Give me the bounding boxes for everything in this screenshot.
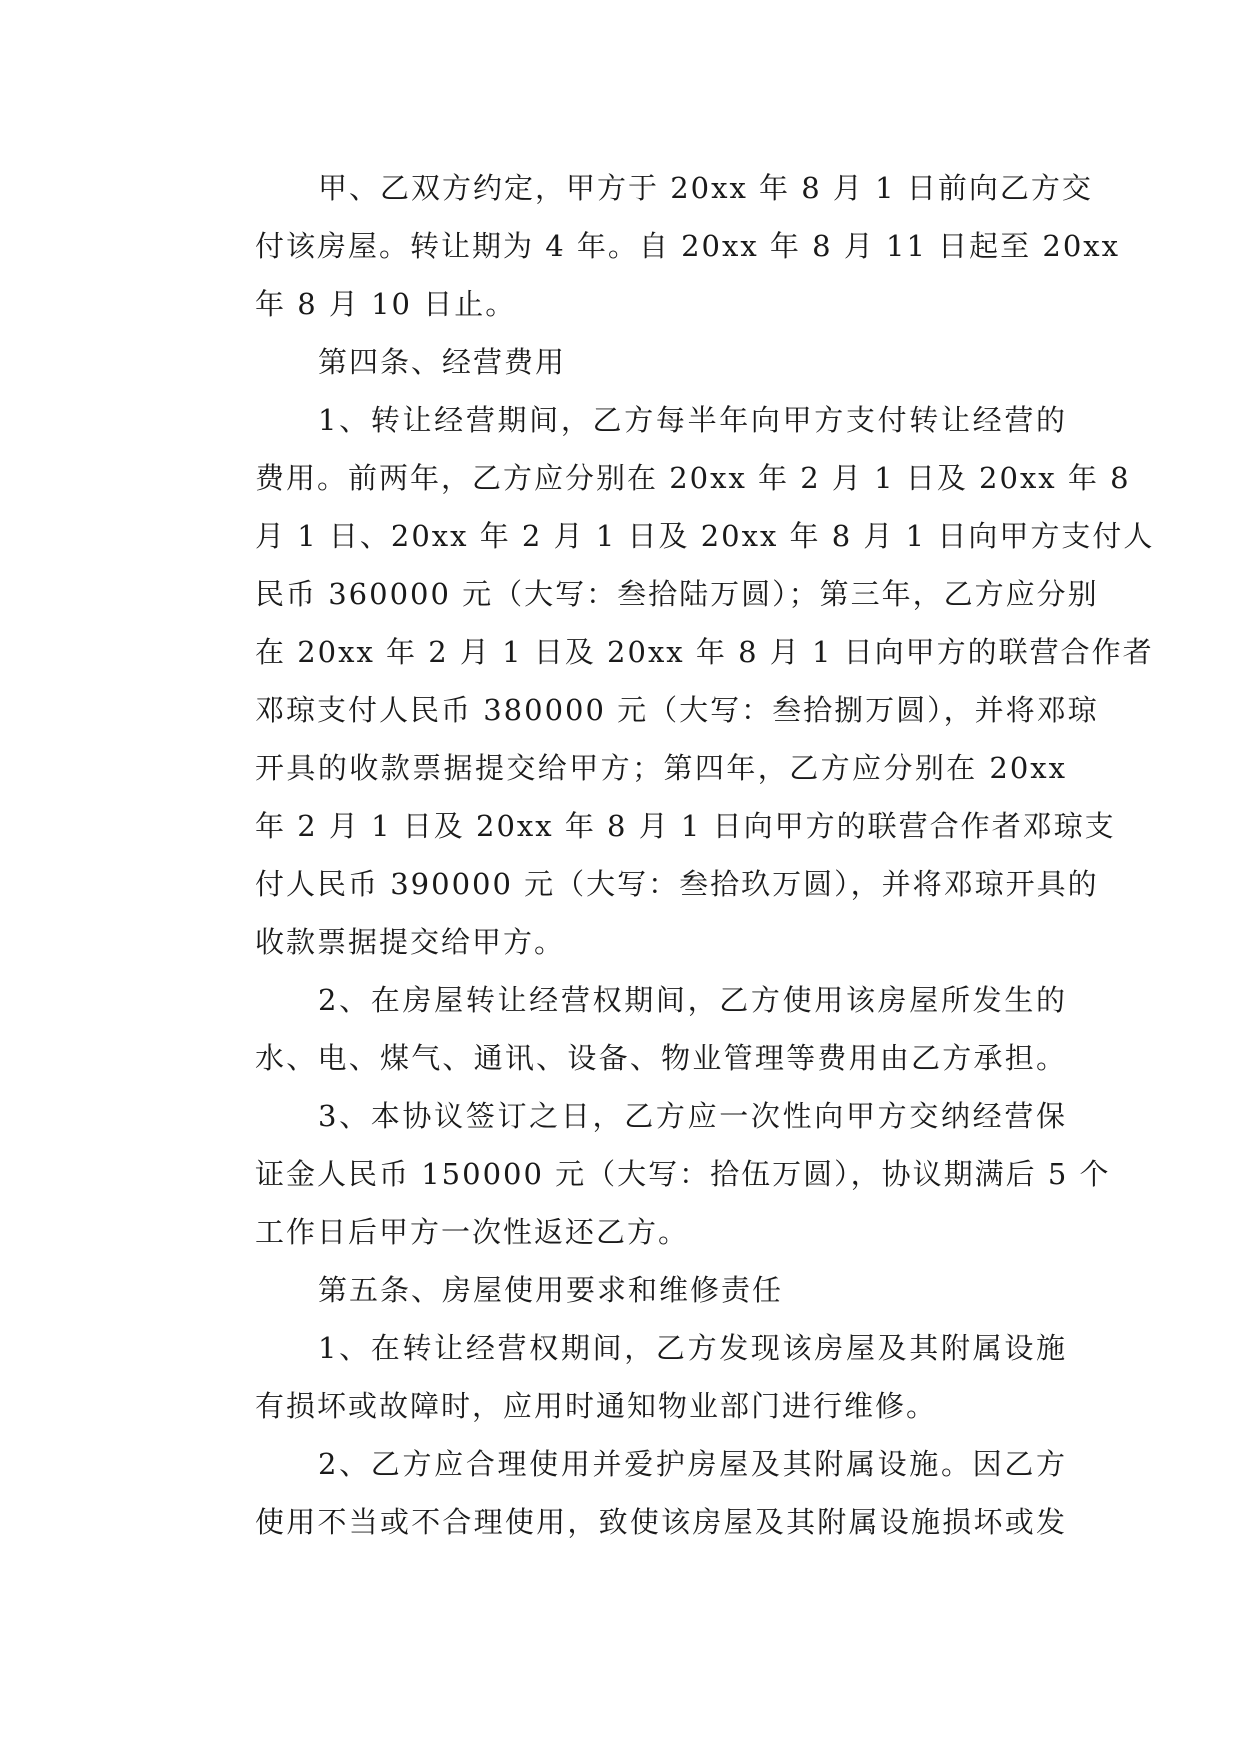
paragraph-article-4-item-3: [192, 1087, 1111, 1261]
text-line: 付该房屋。转让期为 4 年。自 20xx 年 8 月 11 日起至 20xx: [255, 229, 1120, 263]
text-line: 证金人民币 150000 元（大写：拾伍万圆），协议期满后 5 个: [255, 1157, 1111, 1191]
text-line: 开具的收款票据提交给甲方；第四年，乙方应分别在 20xx: [255, 751, 1067, 785]
text-line: 年 2 月 1 日及 20xx 年 8 月 1 日向甲方的联营合作者邓琼支: [255, 809, 1116, 843]
paragraph-article-5-item-1: [192, 1319, 1067, 1435]
text-line: 年 8 月 10 日止。: [255, 287, 517, 321]
text-line: 甲、乙双方约定，甲方于 20xx 年 8 月 1 日前向乙方交: [318, 171, 1093, 205]
section-heading-article-4: [192, 333, 1067, 391]
paragraph-article-4-item-2: [192, 971, 1067, 1087]
text-line: 1、在转让经营权期间，乙方发现该房屋及其附属设施: [318, 1331, 1067, 1365]
text-line: 使用不当或不合理使用，致使该房屋及其附属设施损坏或发: [255, 1505, 1067, 1539]
document-body: [192, 159, 1155, 1551]
text-line: 收款票据提交给甲方。: [255, 925, 566, 959]
paragraph-delivery-term: [192, 159, 1120, 333]
paragraph-article-4-item-1: [192, 391, 1155, 971]
text-line: 2、在房屋转让经营权期间，乙方使用该房屋所发生的: [318, 983, 1067, 1017]
text-line: 有损坏或故障时，应用时通知物业部门进行维修。: [255, 1389, 938, 1423]
section-heading: 第五条、房屋使用要求和维修责任: [318, 1273, 784, 1307]
text-line: 在 20xx 年 2 月 1 日及 20xx 年 8 月 1 日向甲方的联营合作者: [255, 635, 1154, 669]
section-heading: 第四条、经营费用: [318, 345, 567, 379]
text-line: 3、本协议签订之日，乙方应一次性向甲方交纳经营保: [318, 1099, 1067, 1133]
text-line: 2、乙方应合理使用并爱护房屋及其附属设施。因乙方: [318, 1447, 1067, 1481]
text-line: 1、转让经营期间，乙方每半年向甲方支付转让经营的: [318, 403, 1067, 437]
paragraph-article-5-item-2: [192, 1435, 1067, 1551]
text-line: 邓琼支付人民币 380000 元（大写：叁拾捌万圆），并将邓琼: [255, 693, 1099, 727]
text-line: 工作日后甲方一次性返还乙方。: [255, 1215, 690, 1249]
section-heading-article-5: [192, 1261, 1067, 1319]
text-line: 付人民币 390000 元（大写：叁拾玖万圆），并将邓琼开具的: [255, 867, 1099, 901]
text-line: 费用。前两年，乙方应分别在 20xx 年 2 月 1 日及 20xx 年 8: [255, 461, 1131, 495]
text-line: 水、电、煤气、通讯、设备、物业管理等费用由乙方承担。: [255, 1041, 1067, 1075]
text-line: 月 1 日、20xx 年 2 月 1 日及 20xx 年 8 月 1 日向甲方支付人: [255, 519, 1155, 553]
text-line: 民币 360000 元（大写：叁拾陆万圆）；第三年，乙方应分别: [255, 577, 1099, 611]
